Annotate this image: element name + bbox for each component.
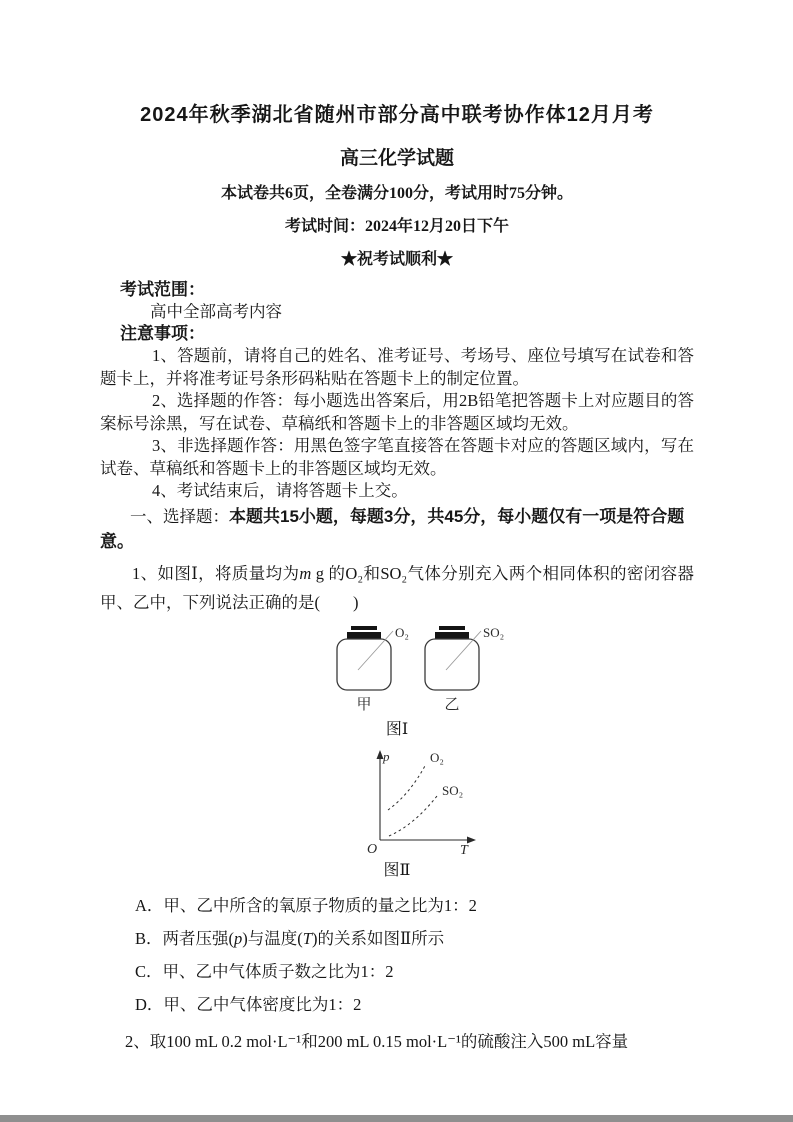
option-c-label: C．	[135, 961, 163, 981]
figure-2-chart	[362, 748, 502, 856]
figure-2-caption: 图Ⅱ	[383, 861, 411, 879]
jar-right-cap	[435, 632, 469, 639]
figure-2-block	[100, 748, 694, 881]
note-item-4: 4、考试结束后，请将答题卡上交。	[152, 481, 408, 500]
question-1-option-d	[135, 995, 694, 1015]
question-1-text	[100, 559, 694, 617]
question-1-variable: m	[299, 563, 312, 583]
jar-left-name-label: 甲	[356, 696, 372, 713]
exam-subtitle: 高三化学试题	[339, 148, 454, 169]
option-d-label: D．	[135, 994, 164, 1014]
section-1-header	[100, 504, 694, 554]
paper-info-line: 本试卷共6页，全卷满分100分，考试用时75分钟。	[220, 185, 573, 202]
question-1-option-a	[135, 896, 694, 916]
x-axis-arrow-icon	[467, 836, 476, 843]
question-1-part1: 1、如图Ⅰ，将质量均为	[132, 563, 300, 583]
option-b-part3: )的关系如图Ⅱ所示	[311, 928, 445, 948]
origin-label: O	[367, 841, 378, 856]
figure-1-caption: 图Ⅰ	[385, 720, 409, 738]
option-d-text: 甲、乙中气体密度比为1：2	[163, 994, 362, 1014]
jar-left-body	[337, 639, 391, 690]
note-item-2: 2、选择题的作答：每小题选出答案后，用2B铅笔把答题卡上对应题目的答案标号涂黑，写在试卷、草稿纸和答题卡上的非答题区域均无效。	[100, 391, 694, 433]
curve-so2	[389, 796, 437, 836]
jar-right-body	[425, 639, 479, 690]
jar-right-name-label: 乙	[444, 696, 460, 713]
question-2-text: 2、取100 mL 0.2 mol·L⁻¹和200 mL 0.15 mol·L⁻¹的硫酸注入500 mL容量	[125, 1031, 629, 1051]
curve-so2-label: SO₂	[442, 782, 464, 798]
wish-line: ★祝考试顺利★	[340, 251, 453, 268]
jar-right-cap-top	[439, 626, 465, 630]
option-b-part2: )与温度(	[242, 928, 303, 948]
jar-right-gas-label: SO₂	[483, 624, 505, 640]
curve-o2	[388, 764, 426, 810]
option-c-text: 甲、乙中气体质子数之比为1：2	[162, 961, 394, 981]
option-b-var2: T	[302, 928, 312, 948]
option-b-label: B．	[135, 928, 163, 948]
notes-heading: 注意事项：	[120, 324, 205, 343]
jar-left-cap	[347, 632, 381, 639]
option-b-part1: 两者压强(	[162, 928, 235, 948]
page-content	[100, 92, 694, 1052]
jar-left-cap-top	[351, 626, 377, 630]
scope-content: 高中全部高考内容	[150, 302, 282, 321]
question-1-option-b	[135, 929, 694, 949]
note-item-3: 3、非选择题作答：用黑色签字笔直接答在答题卡对应的答题区域内，写在试卷、草稿纸和答题卡上的非答题区域均无效。	[100, 436, 694, 478]
jar-left-gas-label: O₂	[395, 624, 409, 640]
figure-1-block	[100, 625, 694, 740]
option-a-label: A．	[135, 895, 164, 915]
option-a-text: 甲、乙中所含的氧原子物质的量之比为1：2	[163, 895, 477, 915]
question-1-part2: g 的O₂和SO₂气体分别充入两个相同体积的密闭容器甲、乙中，下列说法正确的是( )	[100, 563, 694, 612]
section-1-emphasis: 本题共15小题，每题3分，共45分，每小题仅有一项是符合题意。	[100, 506, 685, 551]
question-1-option-c	[135, 962, 694, 982]
option-b-var1: p	[234, 928, 243, 948]
figure-1-jars	[332, 625, 542, 715]
note-item-1: 1、答题前，请将自己的姓名、准考证号、考场号、座位号填写在试卷和答题卡上，并将准考证号条形码粘贴在答题卡上的制定位置。	[100, 346, 694, 388]
x-axis-label: T	[460, 842, 468, 856]
curve-o2-label: O₂	[430, 749, 444, 765]
exam-title: 2024年秋季湖北省随州市部分高中联考协作体12月月考	[140, 104, 654, 126]
y-axis-label: p	[383, 748, 390, 764]
jar-left	[337, 625, 409, 713]
window-bottom-edge	[0, 1115, 793, 1122]
jar-right	[425, 625, 504, 713]
scope-heading: 考试范围：	[120, 280, 205, 299]
section-1-prefix: 一、选择题：	[130, 506, 229, 526]
exam-time-line: 考试时间：2024年12月20日下午	[284, 218, 509, 235]
